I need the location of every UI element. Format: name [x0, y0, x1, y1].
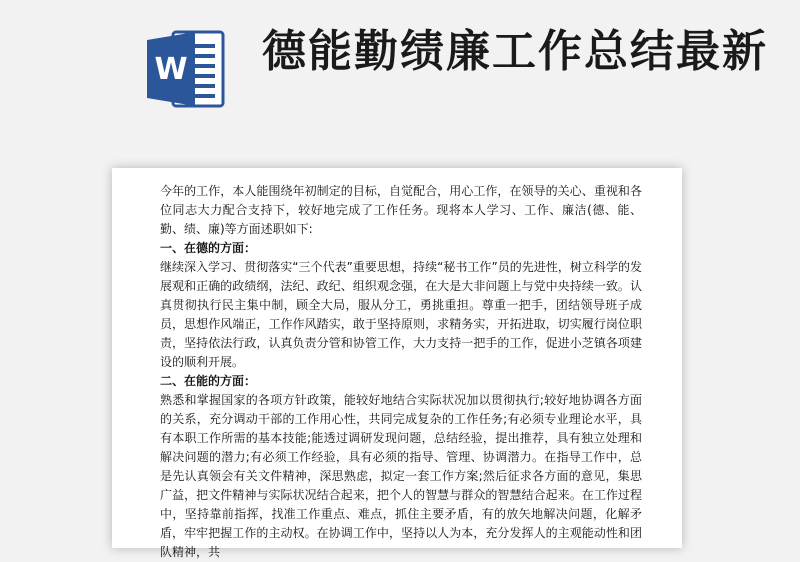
section-heading-virtue: 一、在德的方面： — [160, 241, 257, 255]
section-heading-ability: 二、在能的方面： — [160, 374, 257, 388]
section-body-ability: 熟悉和掌握国家的各项方针政策，能较好地结合实际状况加以贯彻执行;较好地协调各方面的关系，充分调动干部的工作用心性，共同完成复杂的工作任务;有必须专业理论水平，具有本职工作所需的基本技能;能透过调研发现问题，总结经验，提出推荐，具有独立处理和解决问题的潜力;有必须工作经验，具有必须的指导、管理、协调潜力。在指导工作中，总是先认真领会有关文件精神，深思熟虑，拟定一套工作方案;然后征求各方面的意见，集思广益，把文件精神与实际状况结合起来，把个人的智慧与群众的智慧结合起来。在工作过程中，坚持靠前指挥，找准工作重点、难点，抓住主要矛盾，有的放矢地解决问题，化解矛盾，牢牢把握工作的主动权。在协调工作中，坚持以人为本，充分发挥人的主观能动性和团队精神，共 — [160, 393, 642, 559]
document-body — [160, 182, 642, 562]
word-icon — [143, 26, 229, 112]
section-body-virtue: 继续深入学习、贯彻落实“三个代表”重要思想，持续“秘书工作”员的先进性，树立科学的发展观和正确的政绩纲，法纪、政纪、组织观念强，在大是大非问题上与党中央持续一致。认真贯彻执行民主集中制，顾全大局，服从分工，勇挑重担。尊重一把手，团结领导班子成员，思想作风端正，工作作风踏实，敢于坚持原则，求精务实，开拓进取，切实履行岗位职责，坚持依法行政，认真负责分管和协管工作，大力支持一把手的工作，促进小芝镇各项建设的顺利开展。 — [160, 260, 642, 369]
header-banner — [0, 0, 800, 148]
intro-paragraph: 今年的工作，本人能围绕年初制定的目标，自觉配合，用心工作，在领导的关心、重视和各位同志大力配合支持下，较好地完成了工作任务。现将本人学习、工作、廉洁(德、能、勤、绩、廉)等方面述职如下: — [160, 184, 642, 236]
document-page — [112, 168, 682, 559]
page-title: 德能勤绩廉工作总结最新 — [262, 26, 768, 77]
word-icon-letter: W — [154, 52, 188, 87]
